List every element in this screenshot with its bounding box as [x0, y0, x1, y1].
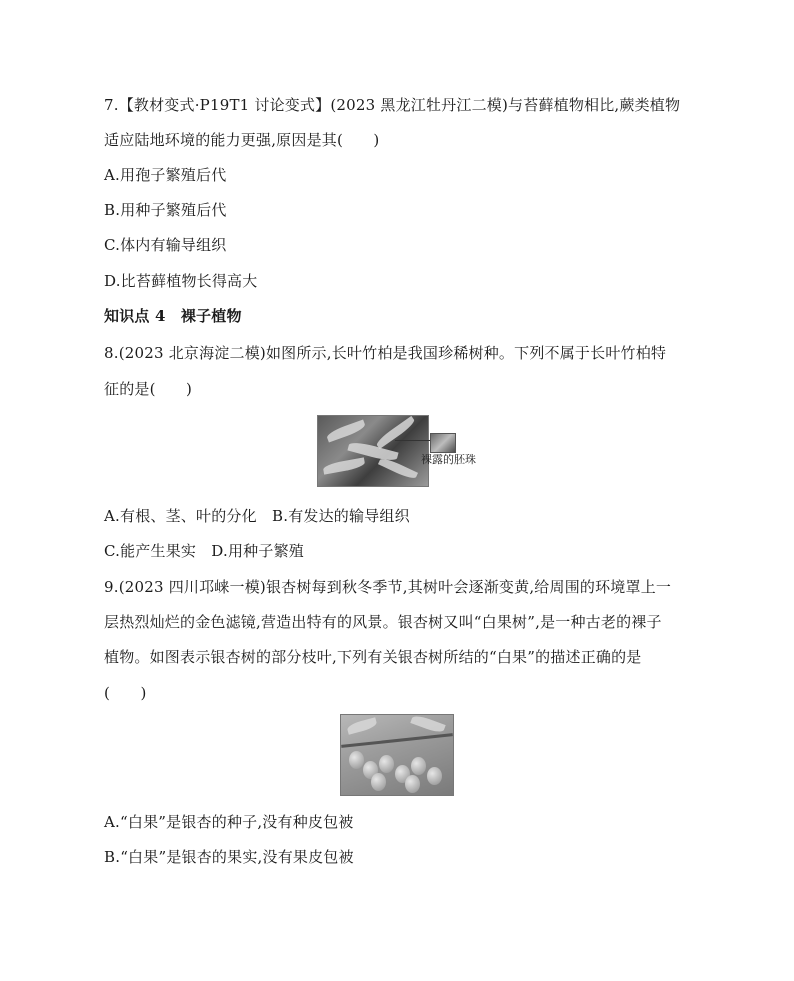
- q7-option-c: C.体内有输导组织: [104, 236, 227, 254]
- q9-option-a: A.“白果”是银杏的种子,没有种皮包被: [104, 813, 354, 831]
- ovule-inset-photo: [430, 433, 456, 453]
- q7-option-a: A.用孢子繁殖后代: [104, 166, 227, 184]
- section-heading: 知识点 4 裸子植物: [104, 307, 242, 325]
- q9-option-b: B.“白果”是银杏的果实,没有果皮包被: [104, 848, 354, 866]
- q9-stem-line-1: 9.(2023 四川邛崃一模)银杏树每到秋冬季节,其树叶会逐渐变黄,给周围的环境罩上一: [104, 578, 672, 596]
- ovule-label: 裸露的胚珠: [421, 453, 476, 466]
- q8-options-line-2: C.能产生果实 D.用种子繁殖: [104, 542, 304, 560]
- q8-stem-line-2: 征的是( ): [104, 380, 193, 398]
- q7-option-d: D.比苔藓植物长得高大: [104, 272, 258, 290]
- nageia-leaf-photo: [317, 415, 429, 487]
- callout-line: [395, 440, 431, 441]
- q9-stem-line-4: ( ): [104, 684, 147, 702]
- q9-stem-line-2: 层热烈灿烂的金色滤镜,营造出特有的风景。银杏树又叫“白果树”,是一种古老的裸子: [104, 613, 662, 631]
- q7-option-b: B.用种子繁殖后代: [104, 201, 227, 219]
- ginkgo-branch-photo: [340, 714, 454, 796]
- q8-stem-line-1: 8.(2023 北京海淀二模)如图所示,长叶竹柏是我国珍稀树种。下列不属于长叶竹柏特: [104, 344, 667, 362]
- q8-options-line-1: A.有根、茎、叶的分化 B.有发达的输导组织: [104, 507, 410, 525]
- q7-stem-line-1: 7.【教材变式·P19T1 讨论变式】(2023 黑龙江牡丹江二模)与苔藓植物相比,蕨类植物: [104, 96, 681, 114]
- q9-stem-line-3: 植物。如图表示银杏树的部分枝叶,下列有关银杏树所结的“白果”的描述正确的是: [104, 648, 642, 666]
- q7-stem-line-2: 适应陆地环境的能力更强,原因是其( ): [104, 131, 380, 149]
